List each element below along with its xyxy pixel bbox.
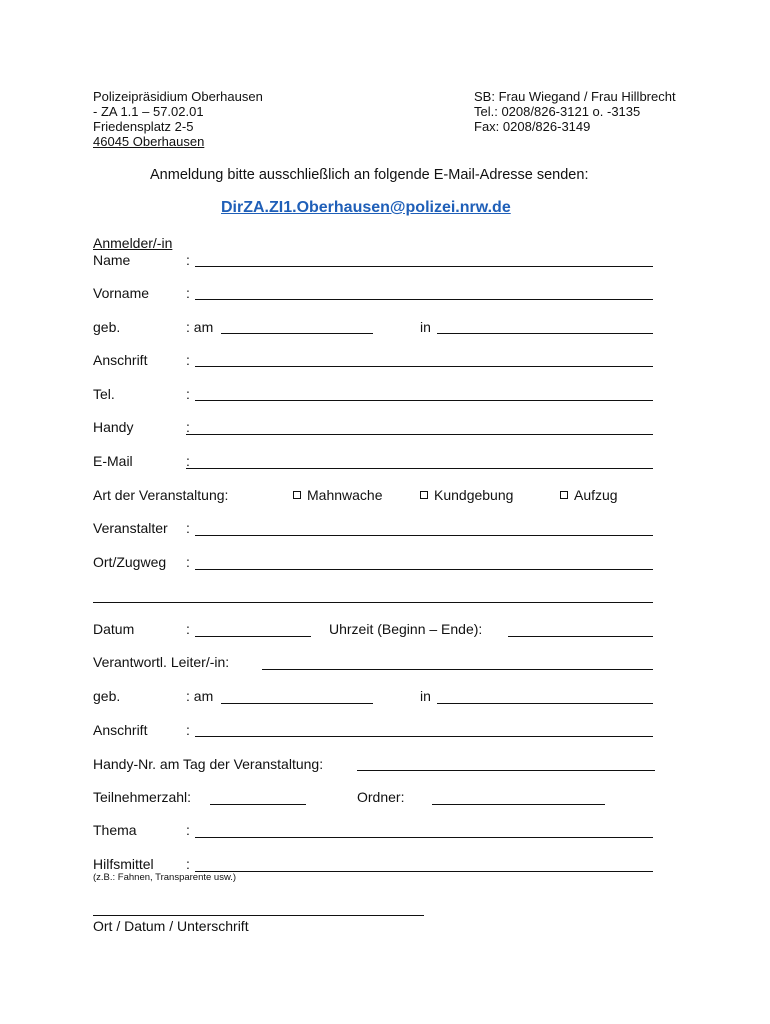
handy-tag-field[interactable] bbox=[357, 770, 655, 771]
checkbox-aufzug[interactable] bbox=[560, 487, 618, 503]
leiter-label: Verantwortl. Leiter/-in: bbox=[93, 654, 230, 670]
checkbox-label: Aufzug bbox=[574, 487, 618, 503]
geb-in-label: in bbox=[420, 319, 431, 335]
email-link[interactable]: DirZA.ZI1.Oberhausen@polizei.nrw.de bbox=[221, 199, 511, 216]
art-label: Art der Veranstaltung: bbox=[93, 487, 229, 503]
hilfsmittel-note: (z.B.: Fahnen, Transparente usw.) bbox=[93, 872, 237, 883]
geb-label: geb. bbox=[93, 319, 121, 335]
vorname-label: Vorname bbox=[93, 285, 150, 301]
geb-place-field[interactable] bbox=[437, 333, 653, 334]
checkbox-mahnwache[interactable] bbox=[293, 487, 383, 503]
hilfsmittel-colon: : bbox=[186, 856, 190, 872]
checkbox-icon bbox=[560, 491, 568, 499]
uhrzeit-field[interactable] bbox=[508, 636, 653, 637]
geb2-in-label: in bbox=[420, 688, 431, 704]
checkbox-icon bbox=[293, 491, 301, 499]
name-colon: : bbox=[186, 252, 190, 268]
handy-field[interactable] bbox=[186, 434, 653, 435]
datum-label: Datum bbox=[93, 621, 135, 637]
ordner-label: Ordner: bbox=[357, 789, 405, 805]
header-phone: Tel.: 0208/826-3121 o. -3135 bbox=[474, 104, 641, 119]
veranstalter-colon: : bbox=[186, 520, 190, 536]
ortzugweg-field[interactable] bbox=[195, 569, 653, 570]
handy-label: Handy bbox=[93, 419, 134, 435]
datum-colon: : bbox=[186, 621, 190, 637]
checkbox-label: Mahnwache bbox=[307, 487, 383, 503]
checkbox-kundgebung[interactable] bbox=[420, 487, 513, 503]
geb2-am-label: : am bbox=[186, 688, 214, 704]
handy-colon: : bbox=[186, 419, 190, 435]
signature-field[interactable] bbox=[93, 915, 424, 916]
intro-text: Anmeldung bitte ausschließlich an folgende E-Mail-Adresse senden: bbox=[150, 167, 589, 183]
anschrift2-label: Anschrift bbox=[93, 722, 148, 738]
anschrift2-colon: : bbox=[186, 722, 190, 738]
veranstalter-label: Veranstalter bbox=[93, 520, 168, 536]
hilfsmittel-label: Hilfsmittel bbox=[93, 856, 154, 872]
thema-label: Thema bbox=[93, 822, 137, 838]
header-contact-person: SB: Frau Wiegand / Frau Hillbrecht bbox=[474, 89, 676, 104]
teilnehmer-field[interactable] bbox=[210, 804, 306, 805]
header-street: Friedensplatz 2-5 bbox=[93, 119, 194, 134]
anschrift-field[interactable] bbox=[195, 366, 653, 367]
signature-label: Ort / Datum / Unterschrift bbox=[93, 918, 249, 934]
header-right bbox=[474, 89, 676, 134]
anschrift-colon: : bbox=[186, 352, 190, 368]
geb2-label: geb. bbox=[93, 688, 121, 704]
geb2-date-field[interactable] bbox=[221, 703, 373, 704]
ortzugweg-label: Ort/Zugweg bbox=[93, 554, 167, 570]
geb-date-field[interactable] bbox=[221, 333, 373, 334]
header-fax: Fax: 0208/826-3149 bbox=[474, 119, 591, 134]
checkbox-label: Kundgebung bbox=[434, 487, 514, 503]
geb2-place-field[interactable] bbox=[437, 703, 653, 704]
geb-am-label: : am bbox=[186, 319, 214, 335]
uhrzeit-label: Uhrzeit (Beginn – Ende): bbox=[329, 621, 483, 637]
hilfsmittel-field[interactable] bbox=[195, 871, 653, 872]
veranstalter-field[interactable] bbox=[195, 535, 653, 536]
ortzugweg-field-2[interactable] bbox=[93, 602, 653, 603]
anschrift-label: Anschrift bbox=[93, 352, 148, 368]
header-department: - ZA 1.1 – 57.02.01 bbox=[93, 104, 204, 119]
name-field[interactable] bbox=[195, 266, 653, 267]
thema-field[interactable] bbox=[195, 837, 653, 838]
datum-field[interactable] bbox=[195, 636, 311, 637]
ortzugweg-colon: : bbox=[186, 554, 190, 570]
section-title-anmelder: Anmelder/-in bbox=[93, 235, 173, 251]
tel-label: Tel. bbox=[93, 386, 115, 402]
header-city: 46045 Oberhausen bbox=[93, 134, 205, 149]
teilnehmer-label: Teilnehmerzahl: bbox=[93, 789, 192, 805]
tel-colon: : bbox=[186, 386, 190, 402]
ordner-field[interactable] bbox=[432, 804, 605, 805]
tel-field[interactable] bbox=[195, 400, 653, 401]
thema-colon: : bbox=[186, 822, 190, 838]
header-left bbox=[93, 89, 263, 149]
vorname-field[interactable] bbox=[195, 299, 653, 300]
email-colon: : bbox=[186, 453, 190, 469]
header-authority: Polizeipräsidium Oberhausen bbox=[93, 89, 263, 104]
name-label: Name bbox=[93, 252, 131, 268]
email-field[interactable] bbox=[186, 468, 653, 469]
vorname-colon: : bbox=[186, 285, 190, 301]
handy-tag-label: Handy-Nr. am Tag der Veranstaltung: bbox=[93, 756, 324, 772]
checkbox-icon bbox=[420, 491, 428, 499]
anschrift2-field[interactable] bbox=[195, 736, 653, 737]
email-label: E-Mail bbox=[93, 453, 133, 469]
leiter-field[interactable] bbox=[262, 669, 653, 670]
